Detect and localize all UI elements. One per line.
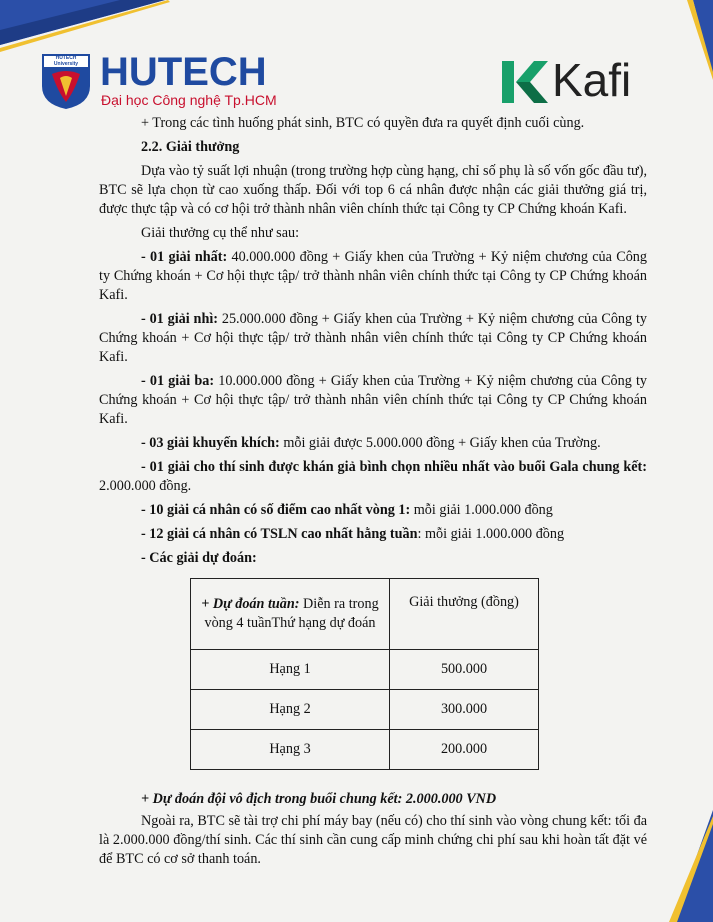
prize-second: - 01 giải nhì: 25.000.000 đồng + Giấy khen của Trường + Kỷ niệm chương của Công ty Chứng khoán + Cơ hội thực tập/ trở thành nhân viên chính thức tại Công ty CP Chứng khoán Kafi. — [99, 311, 647, 365]
prize-detail-intro: Giải thưởng cụ thể như sau: — [141, 225, 300, 241]
table-row — [191, 690, 539, 730]
prize-first: - 01 giải nhất: 40.000.000 đồng + Giấy khen của Trường + Kỷ niệm chương của Công ty Chứng khoán + Cơ hội thực tập/ trở thành nhân viên chính thức tại Công ty CP Chứng khoán Kafi. — [99, 249, 647, 303]
champion-prediction-line: + Dự đoán đội vô địch trong buổi chung kết: 2.000.000 VND — [141, 791, 497, 807]
prize-round1-top10: - 10 giải cá nhân có số điểm cao nhất vòng 1: mỗi giải 1.000.000 đồng — [141, 502, 553, 518]
table-header-left: + Dự đoán tuần: Diễn ra trong vòng 4 tuầnThứ hạng dự đoán — [191, 579, 390, 650]
hutech-wordmark: HUTECH — [100, 50, 267, 94]
rank-cell: Hạng 2 — [191, 690, 390, 730]
bottom-right-corner-decoration — [663, 810, 713, 922]
value-cell: 300.000 — [390, 690, 539, 730]
rank-cell: Hạng 1 — [191, 650, 390, 690]
prediction-prizes-label: - Các giải dự đoán: — [141, 550, 257, 566]
prize-third: - 01 giải ba: 10.000.000 đồng + Giấy khen của Trường + Kỷ niệm chương của Công ty Chứng khoán + Cơ hội thực tập/ trở thành nhân viên chính thức tại Công ty CP Chứng khoán Kafi. — [99, 373, 647, 427]
kafi-wordmark: Kafi — [552, 54, 632, 106]
table-row — [191, 650, 539, 690]
kafi-logo — [500, 55, 670, 107]
prize-intro: Dựa vào tỷ suất lợi nhuận (trong trường hợp cùng hạng, chỉ số phụ là số vốn gốc đầu tư), BTC sẽ lựa chọn từ cao xuống thấp. Đối với top 6 cá nhân được nhận các giải thưởng giá trị, được thực tập và có cơ hội trở thành nhân viên chính thức tại Công ty CP Chứng khoán Kafi. — [99, 163, 647, 217]
hutech-logo — [40, 52, 290, 112]
table-header-right: Giải thưởng (đồng) — [390, 579, 539, 650]
airfare-support-paragraph: Ngoài ra, BTC sẽ tài trợ chi phí máy bay (nếu có) cho thí sinh vào vòng chung kết: tối đa là 2.000.000 đồng/thí sinh. Các thí sinh cần cung cấp minh chứng chi phí sau khi hoàn tất đặt vé để BTC có cơ sở thanh toán. — [99, 813, 647, 867]
prize-encouragement: - 03 giải khuyến khích: mỗi giải được 5.000.000 đồng + Giấy khen của Trường. — [141, 435, 601, 451]
table-row — [191, 730, 539, 770]
hutech-badge-text: HUTECH University — [53, 55, 79, 67]
kafi-k-icon — [500, 59, 548, 105]
rank-cell: Hạng 3 — [191, 730, 390, 770]
top-right-corner-decoration — [673, 0, 713, 80]
prize-audience-choice: - 01 giải cho thí sinh được khán giả bình chọn nhiều nhất vào buổi Gala chung kết: 2.000.000 đồng. — [99, 459, 647, 494]
hutech-subtitle: Đại học Công nghệ Tp.HCM — [101, 92, 277, 108]
prize-weekly-top12: - 12 giải cá nhân có TSLN cao nhất hằng tuần: mỗi giải 1.000.000 đồng — [141, 526, 565, 542]
section-title: 2.2. Giải thưởng — [141, 139, 240, 155]
prediction-prize-table — [190, 578, 539, 770]
value-cell: 200.000 — [390, 730, 539, 770]
table-header-row — [191, 579, 539, 650]
value-cell: 500.000 — [390, 650, 539, 690]
rule-line: + Trong các tình huống phát sinh, BTC có quyền đưa ra quyết định cuối cùng. — [141, 115, 585, 131]
document-body — [99, 114, 647, 568]
